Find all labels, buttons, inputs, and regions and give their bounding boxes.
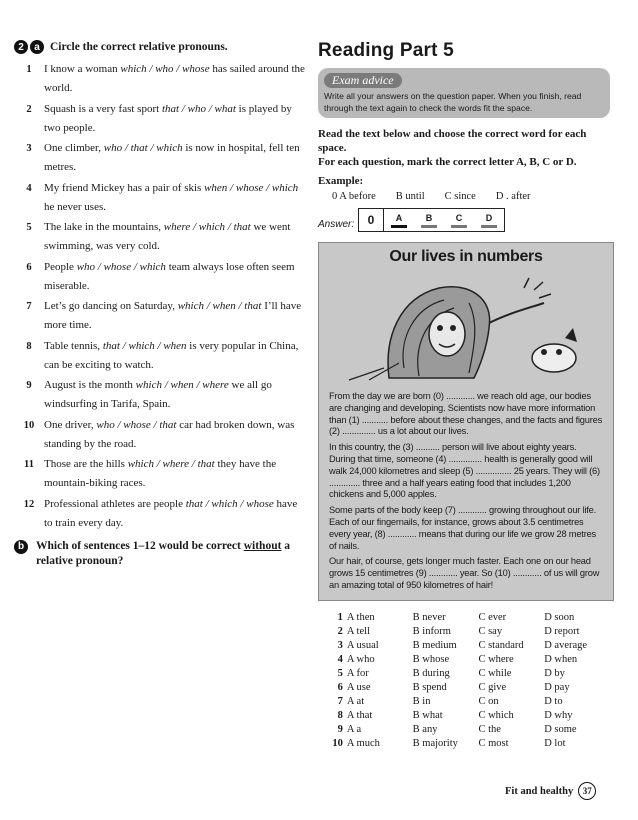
part-b-text: Which of sentences 1–12 would be correct without a relative pronoun? xyxy=(36,539,291,567)
pronoun-choices[interactable]: where / which / that xyxy=(163,221,251,233)
question-item xyxy=(14,376,306,414)
option-row xyxy=(326,681,610,695)
question-number: 1 xyxy=(26,64,32,75)
answer-option-b[interactable]: B xyxy=(414,209,444,231)
question-item xyxy=(14,218,306,256)
reading-section xyxy=(318,40,610,751)
part-b-question xyxy=(14,539,306,569)
option-number: 10 xyxy=(332,737,343,749)
answer-option-a[interactable]: A xyxy=(384,209,414,231)
option-choice-c[interactable]: C most xyxy=(478,737,509,749)
option-row xyxy=(326,625,610,639)
pronoun-choices[interactable]: which / where / that xyxy=(127,458,215,470)
pronoun-choices[interactable]: that / who / what xyxy=(161,102,236,115)
option-choice-c[interactable]: C where xyxy=(478,653,514,665)
answer-option-c[interactable]: C xyxy=(444,209,474,231)
question-item xyxy=(14,416,306,454)
exam-advice-text: Write all your answers on the question paper. When you finish, read through the text again to check the words fit the space. xyxy=(324,91,582,113)
option-choice-d[interactable]: D by xyxy=(544,667,565,679)
option-number: 8 xyxy=(337,709,343,721)
example-option: D . after xyxy=(495,191,531,202)
question-number: 2 xyxy=(26,103,32,115)
option-choice-a[interactable]: A much xyxy=(346,737,380,749)
option-choice-b[interactable]: B majority xyxy=(412,737,458,749)
answer-number: 0 xyxy=(359,209,384,231)
option-choice-a[interactable]: A that xyxy=(346,709,373,721)
exam-advice-box xyxy=(318,68,610,118)
page-footer xyxy=(505,782,596,800)
part-a-title: Circle the correct relative pronouns. xyxy=(50,41,228,53)
option-choice-b[interactable]: B what xyxy=(412,709,443,721)
example-option: 0 A before xyxy=(332,191,376,202)
option-choice-c[interactable]: C say xyxy=(478,625,503,637)
option-row xyxy=(326,709,610,723)
pronoun-choices[interactable]: which / who / whose xyxy=(120,63,210,75)
page-number: 37 xyxy=(578,782,596,800)
option-choice-d[interactable]: D pay xyxy=(544,681,570,693)
question-number: 4 xyxy=(26,182,32,194)
option-number: 4 xyxy=(337,653,343,665)
section-title: Reading Part 5 xyxy=(318,40,454,61)
option-choice-b[interactable]: B any xyxy=(412,723,438,735)
question-text: Professional athletes are people that / which / whose have to train every day. xyxy=(44,497,298,529)
answer-grid xyxy=(358,208,505,232)
option-choice-a[interactable]: A usual xyxy=(346,639,379,651)
article-paragraph: In this country, the (3) .......... person will live about eighty years. During that time, someone (4) .............. health is generally good will walk 24,000 kilometres and sleep (5) ............... 25 years. They will (6) ............. three and a half years eating food that includes 1,200 chickens and 5,000 apples. xyxy=(329,442,600,500)
option-choice-b[interactable]: B during xyxy=(412,667,450,679)
example-options xyxy=(318,191,610,202)
question-number: 6 xyxy=(26,261,32,273)
question-text: August is the month which / when / where we all go windsurfing in Tarifa, Spain. xyxy=(44,379,272,410)
part-a-badge: a xyxy=(30,40,44,54)
article-paragraph: From the day we are born (0) ............ we reach old age, our bodies are changing and developing. Scientists now have more information than (1) ........... before about these changes, and the facts and figures (2) .............. us a lot about our lives. xyxy=(329,391,603,437)
option-choice-a[interactable]: A a xyxy=(346,723,362,735)
option-choice-b[interactable]: B inform xyxy=(412,625,451,637)
option-choice-b[interactable]: B in xyxy=(412,695,431,707)
question-item xyxy=(14,100,306,138)
question-text: My friend Mickey has a pair of skis when / whose / which he never uses. xyxy=(44,181,299,213)
footer-section: Fit and healthy xyxy=(505,785,574,797)
article-paragraph: Some parts of the body keep (7) ............ growing throughout our life. Each of our fingernails, for instance, grows about 3.5 centimetres every year, (8) ............ means that during our life we grow 28 metres of nails. xyxy=(329,505,597,551)
question-number: 8 xyxy=(26,340,32,352)
answer-example xyxy=(318,208,610,232)
example-label: Example: xyxy=(318,175,364,187)
option-row xyxy=(326,737,610,751)
option-number: 7 xyxy=(337,695,343,707)
option-choice-a[interactable]: A then xyxy=(346,611,375,623)
question-number: 12 xyxy=(23,498,35,510)
question-item xyxy=(14,495,306,533)
question-item xyxy=(14,60,306,98)
article-body xyxy=(329,391,603,592)
exercise-heading xyxy=(14,40,306,54)
option-choice-d[interactable]: D soon xyxy=(544,611,575,623)
pronoun-choices[interactable]: which / when / where xyxy=(135,379,229,391)
exam-advice-label: Exam advice xyxy=(324,73,402,88)
question-item xyxy=(14,297,306,335)
option-choice-a[interactable]: A use xyxy=(346,681,371,693)
option-choice-a[interactable]: A tell xyxy=(346,625,370,637)
question-number: 10 xyxy=(23,419,35,431)
question-item xyxy=(14,179,306,217)
question-item xyxy=(14,337,306,375)
answer-option-d[interactable]: D xyxy=(474,209,504,231)
question-text: Table tennis, that / which / when is very popular in China, can be exciting to watch. xyxy=(44,339,299,371)
option-choice-a[interactable]: A who xyxy=(346,653,375,665)
option-choice-b[interactable]: B spend xyxy=(412,681,447,693)
option-choice-d[interactable]: D to xyxy=(544,695,563,707)
option-row xyxy=(326,695,610,709)
question-item xyxy=(14,258,306,296)
option-choice-d[interactable]: D when xyxy=(544,653,578,665)
question-text: Squash is a very fast sport that / who / what is played by two people. xyxy=(44,102,292,134)
option-choice-c[interactable]: C on xyxy=(478,695,499,707)
question-text: The lake in the mountains, where / which / that we went swimming, was very cold. xyxy=(44,221,291,252)
question-text: Let’s go dancing on Saturday, which / when / that I’ll have more time. xyxy=(44,300,302,331)
question-number: 9 xyxy=(26,380,32,391)
option-choice-c[interactable]: C the xyxy=(478,723,501,735)
article-paragraph: Our hair, of course, gets longer much faster. Each one on our head grows 15 centimetres (9) ............ year. So (10) ............ of us will grow an amazing total of 950 kilometres of hair! xyxy=(329,556,600,590)
question-number: 7 xyxy=(26,301,32,312)
pronoun-choices[interactable]: who / whose / that xyxy=(96,418,177,431)
example-option: C since xyxy=(444,191,476,202)
answer-options xyxy=(318,611,610,751)
question-text: One climber, who / that / which is now in hospital, fell ten metres. xyxy=(44,142,300,173)
option-row xyxy=(326,723,610,737)
option-choice-c[interactable]: C which xyxy=(478,709,514,721)
cartoon-illustration xyxy=(329,268,603,382)
option-choice-d[interactable]: D lot xyxy=(544,737,566,749)
option-number: 6 xyxy=(337,681,343,693)
pronoun-choices[interactable]: when / whose / which xyxy=(204,181,299,194)
question-text: I know a woman which / who / whose has sailed around the world. xyxy=(44,63,305,94)
option-number: 9 xyxy=(337,723,343,735)
option-choice-d[interactable]: D some xyxy=(544,723,577,735)
option-choice-a[interactable]: A for xyxy=(346,667,369,679)
question-item xyxy=(14,139,306,177)
instruction-2: For each question, mark the correct letter A, B, C or D. xyxy=(318,156,577,168)
instructions xyxy=(318,127,610,169)
grammar-exercise xyxy=(14,40,306,569)
option-number: 5 xyxy=(337,667,343,679)
option-row xyxy=(326,611,610,625)
example-option: B until xyxy=(395,191,425,202)
option-choice-d[interactable]: D why xyxy=(544,709,573,721)
question-text: People who / whose / which team always lose often seem miserable. xyxy=(44,260,295,292)
option-number: 1 xyxy=(337,611,343,623)
instruction-1: Read the text below and choose the correct word for each space. xyxy=(318,128,587,154)
option-row xyxy=(326,653,610,667)
option-choice-c[interactable]: C standard xyxy=(478,639,524,651)
question-text: Those are the hills which / where / that they have the mountain-biking races. xyxy=(44,458,277,489)
article-box xyxy=(318,242,614,601)
pronoun-choices[interactable]: which / when / that xyxy=(177,300,262,312)
pronoun-choices[interactable]: who / whose / which xyxy=(76,260,166,273)
option-choice-d[interactable]: D average xyxy=(544,639,588,651)
question-number: 3 xyxy=(26,143,32,154)
article-title: Our lives in numbers xyxy=(389,248,543,265)
pronoun-choices[interactable]: that / which / when xyxy=(102,339,187,352)
answer-label: Answer: xyxy=(318,218,355,230)
question-list xyxy=(14,60,306,533)
option-choice-c[interactable]: C ever xyxy=(478,611,507,623)
question-item xyxy=(14,455,306,493)
pronoun-choices[interactable]: who / that / which xyxy=(103,142,183,154)
option-choice-b[interactable]: B never xyxy=(412,611,446,623)
question-number: 11 xyxy=(24,459,34,470)
question-number: 5 xyxy=(26,222,32,233)
option-row xyxy=(326,639,610,653)
option-number: 3 xyxy=(337,639,343,651)
part-b-badge: b xyxy=(14,540,28,554)
option-choice-a[interactable]: A at xyxy=(346,695,365,707)
option-row xyxy=(326,667,610,681)
question-text: One driver, who / whose / that car had broken down, was standing by the road. xyxy=(44,418,295,450)
option-choice-d[interactable]: D report xyxy=(544,625,580,637)
option-number: 2 xyxy=(337,625,343,637)
option-choice-c[interactable]: C give xyxy=(478,681,507,693)
option-choice-c[interactable]: C while xyxy=(478,667,512,679)
option-choice-b[interactable]: B medium xyxy=(412,639,457,651)
pronoun-choices[interactable]: that / which / whose xyxy=(185,497,274,510)
option-choice-b[interactable]: B whose xyxy=(412,653,450,665)
exercise-number: 2 xyxy=(14,40,28,54)
